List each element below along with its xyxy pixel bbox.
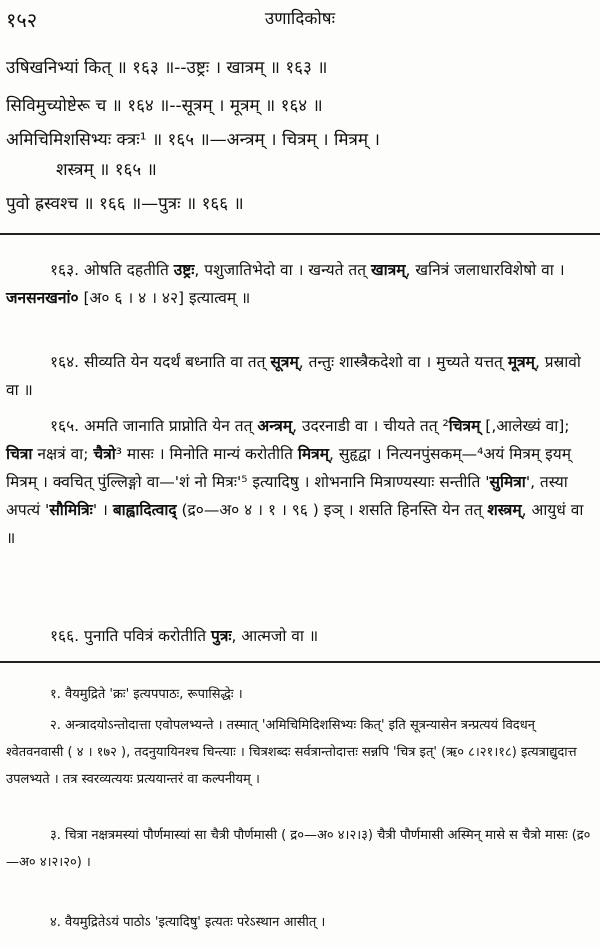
page-title: उणादिकोषः [264, 9, 336, 29]
commentary-164: १६४. सीव्यति येन यदर्थं बध्नाति वा तत् सूत्रम्, तन्तुः शास्त्रैकदेशो वा । मुच्यते यत्तत् मूत्रम्, प्रस्रावो वा ॥ [6, 353, 581, 399]
footnote-divider [0, 661, 600, 663]
commentary-166: १६६. पुनाति पवित्रं करोतीति पुत्रः, आत्मजो वा ॥ [50, 627, 319, 645]
sutra-166: पुवो ह्रस्वश्च ॥ १६६ ॥—पुत्रः ॥ १६६ ॥ [6, 194, 244, 214]
commentary-165: १६५. अमति जानाति प्राप्नोति येन तत् अन्त्रम्, उदरनाडी वा । चीयते तत् ²चित्रम् [,आलेख्यं वा]; चित्रा नक्षत्रं वा; चैत्रो³ मासः । मिनोति मान्यं करोतीति मित्रम्, सुहृद्वा । नित्यनपुंसकम्—⁴अयं मित्रम् इयम् मित्रम् । क्वचित् पुंल्लिङ्गो वा—'शं नो मित्रः'⁵ इत्यादिषु । शोभनानि मित्राण्यस्याः सन्तीति 'सुमित्रा', तस्या अपत्यं 'सौमित्रिः' । बाह्वादित्वाद् (द्र०—अ० ४ । १ । ९६ ) इञ् । शसति हिनस्ति येन तत् शस्त्रम्, आयुधं वा ॥ [6, 417, 584, 547]
footnote-1: १. वैयमुद्रिते 'क्रः' इत्यपपाठः, रूपासिद्धेः । [50, 687, 243, 702]
page-header [0, 4, 600, 34]
sutra-163: उषिखनिभ्यां कित् ॥ १६३ ॥--उष्ट्रः । खात्रम् ॥ १६३ ॥ [6, 58, 328, 78]
footnote-3: ३. चित्रा नक्षत्रमस्यां पौर्णमास्यां सा चैत्री पौर्णमासी ( द्र०—अ० ४।२।३) चैत्री पौर्णमासी अस्मिन् मासे स चैत्रो मासः (द्र०—अ० ४।२।२०) । [6, 828, 591, 870]
page-number: १५२ [6, 8, 38, 32]
sutra-165-continued: शस्त्रम् ॥ १६५ ॥ [56, 160, 157, 180]
footnote-2: २. अन्त्रादयोऽन्तोदात्ता एवोपलभ्यन्ते । तस्मात् 'अमिचिमिदिशसिभ्यः कित्' इति सूत्रन्यासेन त्रन्प्रत्ययं विदधन् श्वेतवनवासी ( ४ । १७२ ), तदनुयायिनश्च चिन्त्याः । चित्रशब्दः सर्वत्रान्तोदात्तः सन्नपि 'चित्र इत्' (ऋ० ८।२१।१८) इत्यत्राद्युदात्त उपलभ्यते । तत्र स्वरव्यत्ययः प्रत्ययान्तरं वा कल्पनीयम् । [6, 718, 577, 787]
footnote-4: ४. वैयमुद्रितेऽयं पाठोऽ 'इत्यादिषु' इत्यतः परेऽस्थान आसीत् । [50, 915, 326, 930]
sutra-divider [0, 233, 600, 235]
sutra-164: सिविमुच्योष्टेरू च ॥ १६४ ॥--सूत्रम् । मूत्रम् ॥ १६४ ॥ [6, 96, 323, 116]
commentary-163: १६३. ओषति दहतीति उष्ट्रः, पशुजातिभेदो वा । खन्यते तत् खात्रम्, खनित्रं जलाधारविशेषो वा । जनसनखनां० [अ० ६ । ४ । ४२] इत्यात्वम् ॥ [6, 261, 565, 307]
sutra-165: अमिचिमिशसिभ्यः क्त्रः¹ ॥ १६५ ॥—अन्त्रम् । चित्रम् । मित्रम् । [6, 130, 380, 150]
